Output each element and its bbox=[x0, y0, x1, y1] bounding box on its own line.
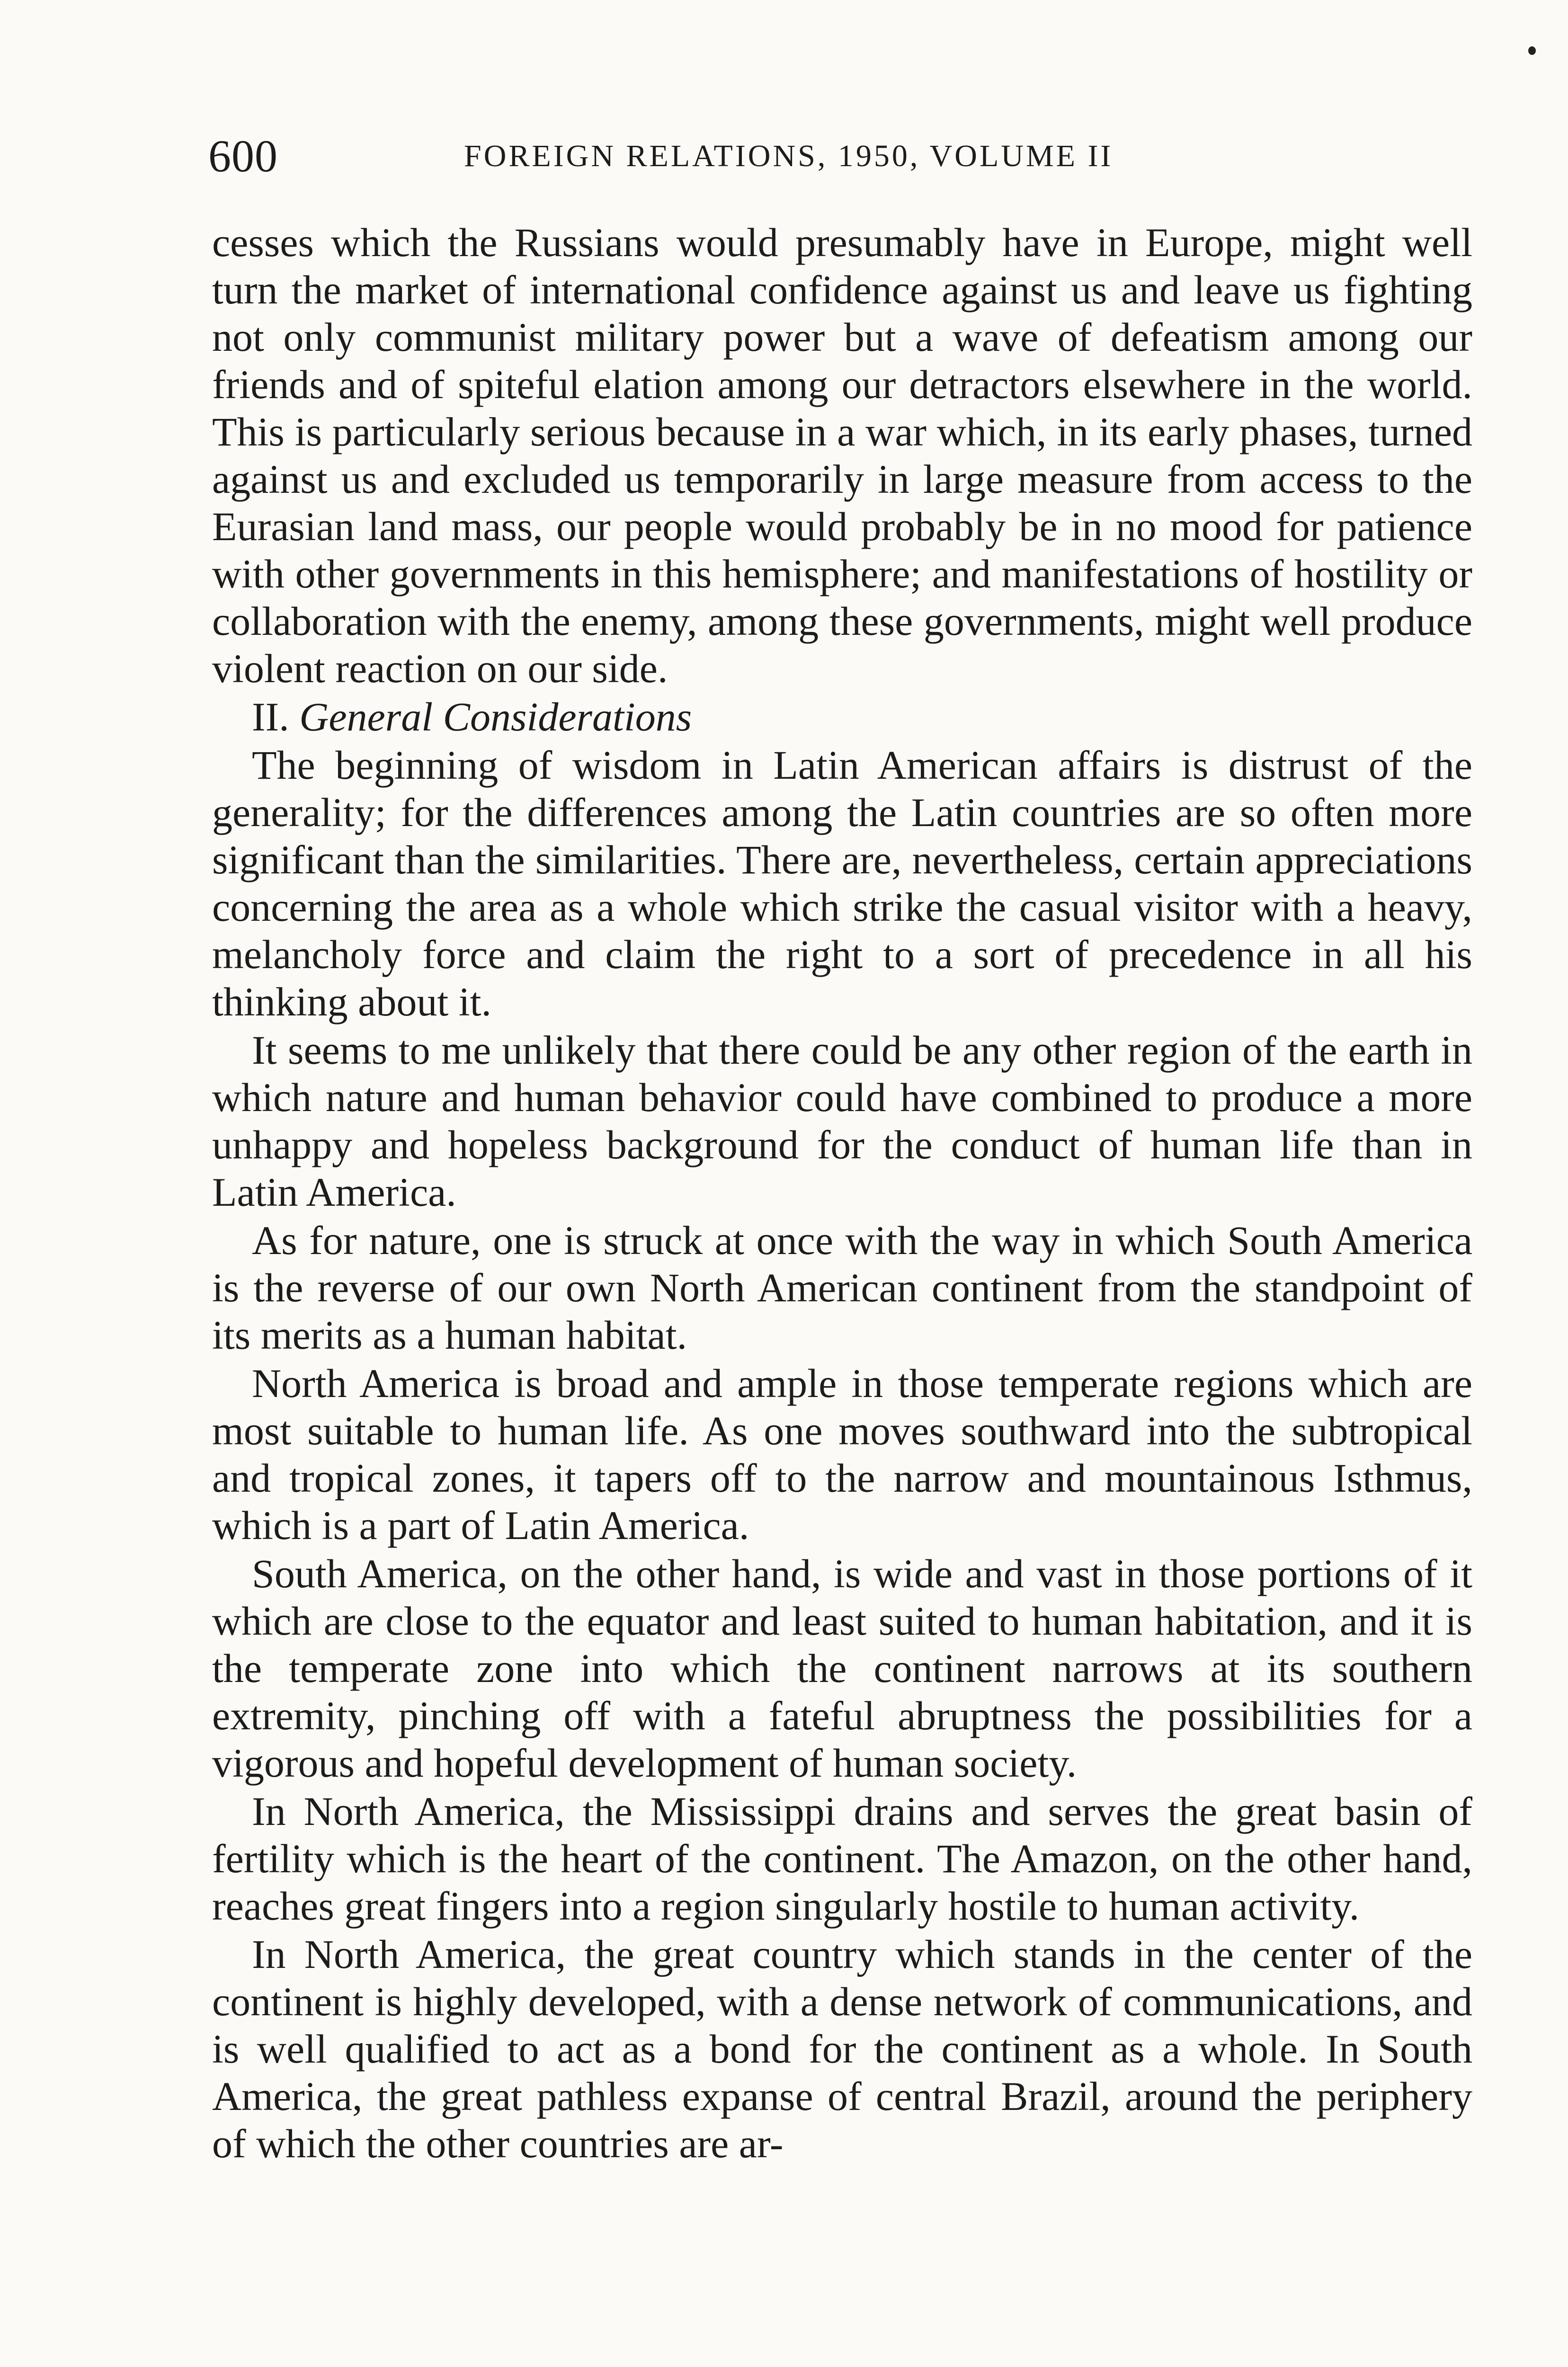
running-head: FOREIGN RELATIONS, 1950, VOLUME II bbox=[464, 139, 1114, 173]
paragraph-continued: cesses which the Russians would presumably have in Europe, might well turn the market of international confidence against us and leave us fighting not only communist military power but a wave of defeatism among our friends and of spiteful elation among our detractors elsewhere in the world. This is particularly serious because in a war which, in its early phases, turned against us and excluded us temporarily in large measure from access to the Eurasian land mass, our people would probably be in no mood for patience with other governments in this hemisphere; and manifestations of hostility or collaboration with the enemy, among these governments, might well produce violent reaction on our side. bbox=[212, 220, 1472, 691]
section-title: General Considerations bbox=[299, 694, 692, 739]
page-header bbox=[208, 128, 1477, 185]
paragraph: In North America, the great country which stands in the center of the continent is highly developed, with a dense network of communications, and is well qualified to act as a bond for the continent as a whole. In South America, the great pathless expanse of central Brazil, around the periphery of which the other countries are ar- bbox=[212, 1931, 1472, 2166]
section-heading bbox=[212, 693, 1472, 740]
paragraph: It seems to me unlikely that there could be any other region of the earth in which nature and human behavior could have combined to produce a more unhappy and hopeless background for the conduct of human life than in Latin America. bbox=[212, 1027, 1472, 1215]
paragraph: The beginning of wisdom in Latin American affairs is distrust of the generality; for the differences among the Latin countries are so often more significant than the similarities. There are, nevertheless, certain appreciations concerning the area as a whole which strike the casual visitor with a heavy, melancholy force and claim the right to a sort of precedence in all his thinking about it. bbox=[212, 742, 1472, 1024]
page-number: 600 bbox=[208, 131, 278, 181]
paragraph: As for nature, one is struck at once with the way in which South America is the reverse of our own North American continent from the standpoint of its merits as a human habitat. bbox=[212, 1218, 1472, 1358]
paragraph: In North America, the Mississippi drains and serves the great basin of fertility which is the heart of the continent. The Amazon, on the other hand, reaches great fingers into a region singularly hostile to human activity. bbox=[212, 1789, 1472, 1929]
speck-mark bbox=[1528, 46, 1536, 55]
body-text bbox=[212, 219, 1472, 2168]
paragraph: South America, on the other hand, is wide and vast in those portions of it which are close to the equator and least suited to human habitation, and it is the temperate zone into which the continent narrows at its southern extremity, pinching off with a fateful abruptness the possibilities for a vigorous and hopeful development of human society. bbox=[212, 1551, 1472, 1786]
paragraph: North America is broad and ample in those temperate regions which are most suitable to human life. As one moves southward into the subtropical and tropical zones, it tapers off to the narrow and mountainous Isthmus, which is a part of Latin America. bbox=[212, 1361, 1472, 1548]
section-number: II. bbox=[252, 694, 289, 739]
